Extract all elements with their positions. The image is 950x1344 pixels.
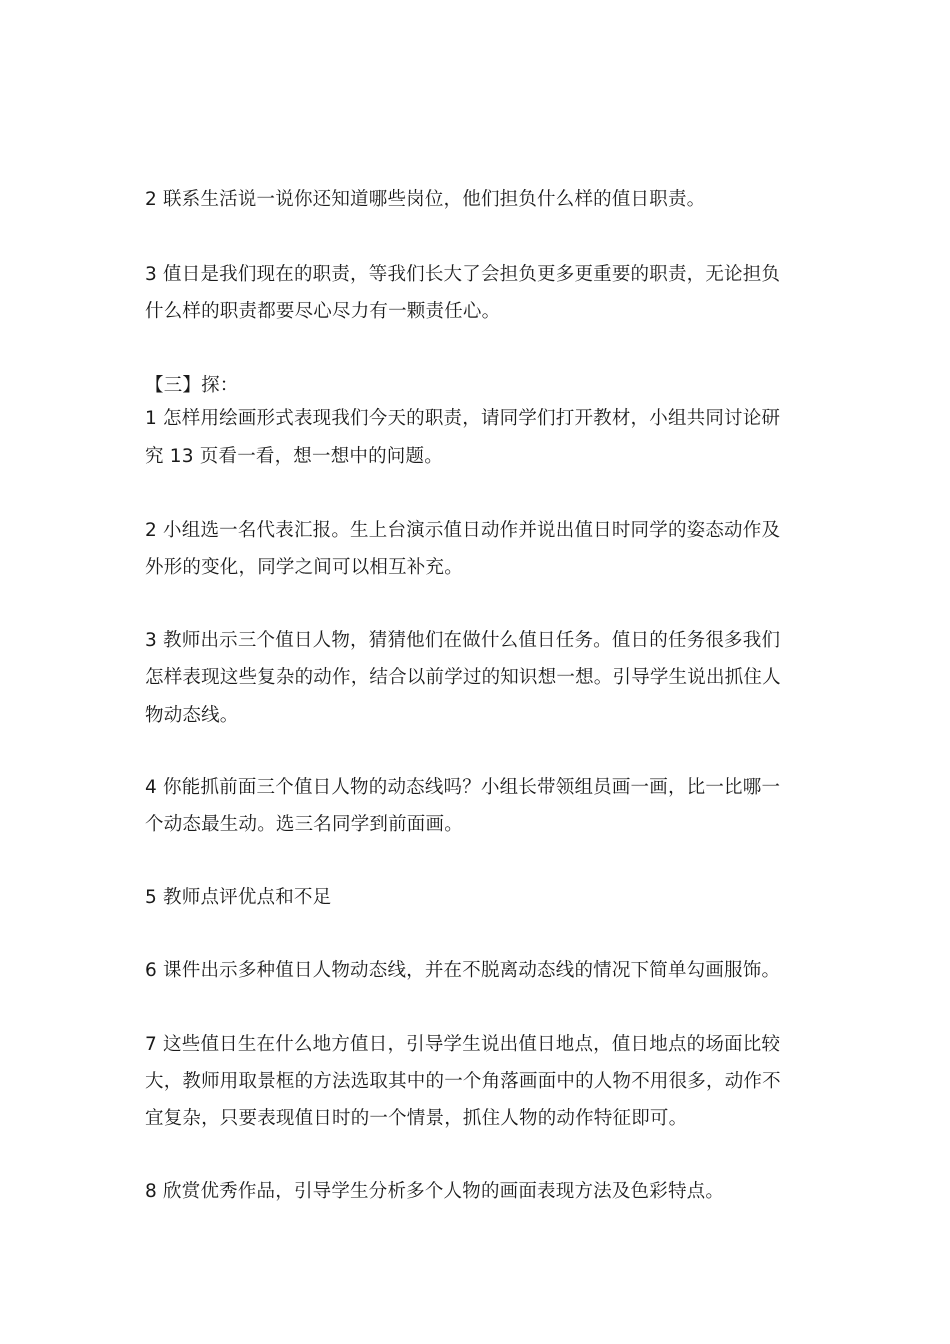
item-4-line-2: 个动态最生动。选三名同学到前面画。 xyxy=(145,814,463,835)
paragraph-3-line-2: 什么样的职责都要尽心尽力有一颗责任心。 xyxy=(145,301,501,322)
paragraph-2-line-1: 2 联系生活说一说你还知道哪些岗位，他们担负什么样的值日职责。 xyxy=(145,189,706,210)
item-1-line-2: 究 13 页看一看，想一想中的问题。 xyxy=(145,446,443,467)
item-7-line-2: 大，教师用取景框的方法选取其中的一个角落画面中的人物不用很多，动作不 xyxy=(145,1071,781,1092)
item-4-line-1: 4 你能抓前面三个值日人物的动态线吗？小组长带领组员画一画，比一比哪一 xyxy=(145,777,781,798)
section-heading-tan: 【三】探： xyxy=(145,375,239,396)
item-3-line-3: 物动态线。 xyxy=(145,705,239,726)
item-3-line-2: 怎样表现这些复杂的动作，结合以前学过的知识想一想。引导学生说出抓住人 xyxy=(145,667,781,688)
item-3-line-1: 3 教师出示三个值日人物，猜猜他们在做什么值日任务。值日的任务很多我们 xyxy=(145,630,781,651)
item-1-line-1: 1 怎样用绘画形式表现我们今天的职责，请同学们打开教材，小组共同讨论研 xyxy=(145,408,781,429)
paragraph-3-line-1: 3 值日是我们现在的职责，等我们长大了会担负更多更重要的职责，无论担负 xyxy=(145,264,781,285)
item-8-line-1: 8 欣赏优秀作品，引导学生分析多个人物的画面表现方法及色彩特点。 xyxy=(145,1181,725,1202)
item-5-line-1: 5 教师点评优点和不足 xyxy=(145,887,332,908)
item-2-line-1: 2 小组选一名代表汇报。生上台演示值日动作并说出值日时同学的姿态动作及 xyxy=(145,520,781,541)
item-7-line-3: 宜复杂，只要表现值日时的一个情景，抓住人物的动作特征即可。 xyxy=(145,1108,688,1129)
item-7-line-1: 7 这些值日生在什么地方值日，引导学生说出值日地点，值日地点的场面比较 xyxy=(145,1034,781,1055)
item-6-line-1: 6 课件出示多种值日人物动态线，并在不脱离动态线的情况下简单勾画服饰。 xyxy=(145,960,781,981)
item-2-line-2: 外形的变化，同学之间可以相互补充。 xyxy=(145,557,463,578)
